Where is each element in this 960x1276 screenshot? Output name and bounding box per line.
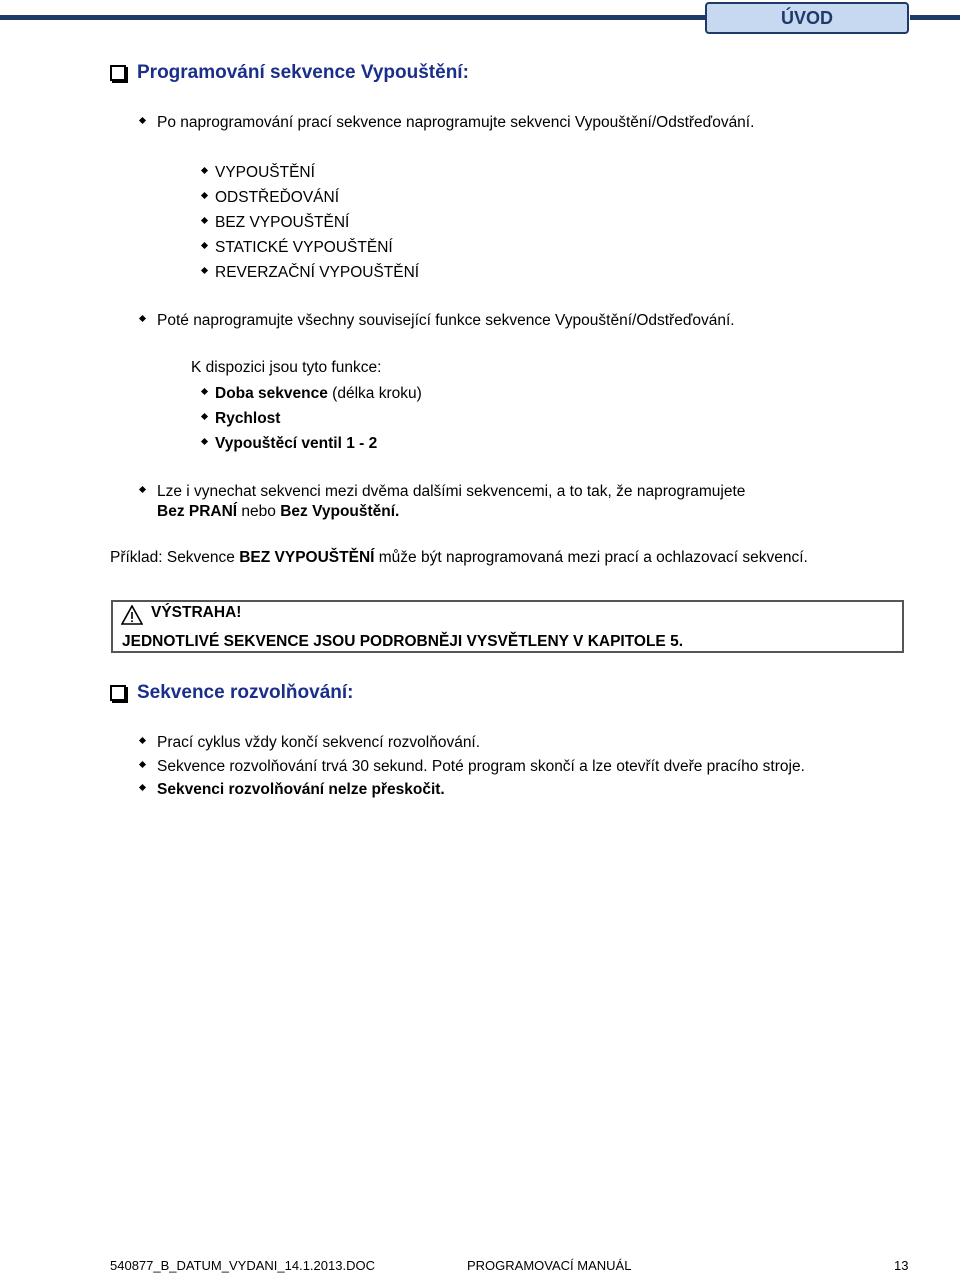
- warning-box: [111, 600, 904, 653]
- footer-doc-name: 540877_B_DATUM_VYDANI_14.1.2013.DOC: [110, 1258, 375, 1273]
- header-rule-left: [0, 15, 706, 20]
- diamond-bullet-icon: [201, 217, 208, 224]
- diamond-bullet-icon: [139, 761, 146, 768]
- section1-title: Programování sekvence Vypouštění:: [137, 62, 469, 83]
- section1-heading: [110, 62, 469, 84]
- warning-title: VÝSTRAHA!: [151, 604, 242, 621]
- list-item: VYPOUŠTĚNÍ: [202, 164, 315, 182]
- skip-line: Lze i vynechat sekvenci mezi dvěma dalšími sekvencemi, a to tak, že naprogramujete: [140, 483, 745, 501]
- intro-line: Po naprogramování prací sekvence naprogramujte sekvenci Vypouštění/Odstřeďování.: [140, 114, 754, 132]
- diamond-bullet-icon: [139, 315, 146, 322]
- function-item: Vypouštěcí ventil 1 - 2: [202, 435, 377, 453]
- list-item: REVERZAČNÍ VYPOUŠTĚNÍ: [202, 264, 419, 282]
- diamond-bullet-icon: [201, 242, 208, 249]
- diamond-bullet-icon: [139, 737, 146, 744]
- footer-manual-title: PROGRAMOVACÍ MANUÁL: [467, 1258, 632, 1273]
- list-item: ODSTŘEĎOVÁNÍ: [202, 189, 339, 207]
- section2-heading: [110, 682, 353, 704]
- checkbox-square-icon: [110, 685, 126, 701]
- diamond-bullet-icon: [201, 388, 208, 395]
- list-item: Sekvence rozvolňování trvá 30 sekund. Poté program skončí a lze otevřít dveře pracího stroje.: [140, 758, 805, 776]
- function-item: Doba sekvence (délka kroku): [202, 385, 422, 403]
- diamond-bullet-icon: [201, 167, 208, 174]
- diamond-bullet-icon: [201, 438, 208, 445]
- diamond-bullet-icon: [139, 784, 146, 791]
- list-item: BEZ VYPOUŠTĚNÍ: [202, 214, 349, 232]
- section-tab: ÚVOD: [705, 2, 909, 34]
- skip-line-continued: Bez PRANÍ nebo Bez Vypouštění.: [157, 503, 400, 520]
- warning-triangle-icon: [121, 605, 143, 625]
- diamond-bullet-icon: [139, 117, 146, 124]
- list-item: Sekvenci rozvolňování nelze přeskočit.: [140, 781, 445, 799]
- function-item: Rychlost: [202, 410, 280, 428]
- then-line: Poté naprogramujte všechny související funkce sekvence Vypouštění/Odstřeďování.: [140, 312, 735, 330]
- functions-label: K dispozici jsou tyto funkce:: [191, 359, 382, 376]
- section2-title: Sekvence rozvolňování:: [137, 682, 354, 703]
- header-rule-right: [910, 15, 960, 20]
- diamond-bullet-icon: [201, 192, 208, 199]
- diamond-bullet-icon: [139, 486, 146, 493]
- footer-page-number: 13: [894, 1258, 909, 1273]
- example-line: Příklad: Sekvence BEZ VYPOUŠTĚNÍ může být naprogramovaná mezi prací a ochlazovací sekvencí.: [110, 549, 808, 566]
- list-item: Prací cyklus vždy končí sekvencí rozvolňování.: [140, 734, 480, 752]
- list-item: STATICKÉ VYPOUŠTĚNÍ: [202, 239, 393, 257]
- warning-text: JEDNOTLIVÉ SEKVENCE JSOU PODROBNĚJI VYSVĚTLENY V KAPITOLE 5.: [122, 633, 684, 650]
- diamond-bullet-icon: [201, 413, 208, 420]
- checkbox-square-icon: [110, 65, 126, 81]
- diamond-bullet-icon: [201, 267, 208, 274]
